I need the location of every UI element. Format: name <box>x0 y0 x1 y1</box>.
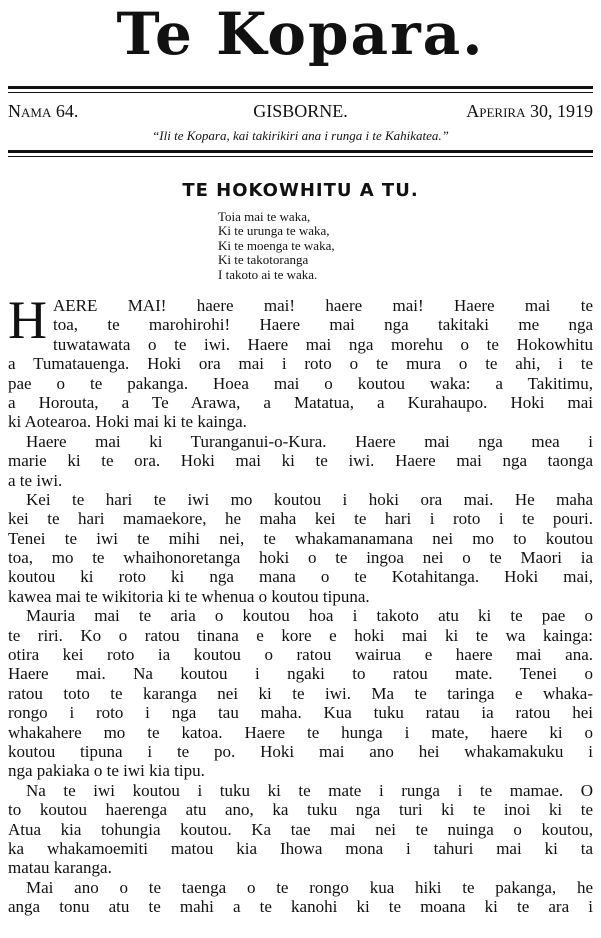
text-line: a te iwi. <box>8 470 63 490</box>
text-line: Kei te hari te iwi mo koutou i hoki ora mai. He maha <box>26 489 593 509</box>
text-line: anga tonu atu te mahi a te kanohi ki te moana ki te ara i <box>8 897 593 917</box>
text-line: koutou tipuna i te po. Hoki mai ano hei whakamakuku i <box>8 741 593 761</box>
text-line: Mai ano o te taenga o te rongo kua hiki te pakanga, he <box>26 877 593 897</box>
verse-line: Ki te moenga te waka, <box>218 237 335 253</box>
drop-cap: H <box>8 290 47 350</box>
dateline-date: Aperira 30, 1919 <box>466 101 593 121</box>
dateline-rule-thin <box>8 156 593 157</box>
verse-line: Ki te takotoranga <box>218 252 309 268</box>
text-line: Haere mai ki Turanganui-o-Kura. Haere mai nga mea i <box>26 431 593 451</box>
masthead-title: Te Kopara. <box>116 0 485 68</box>
text-line: to koutou haerenga atu ano, ka tuku nga turi ki te inoi ki te <box>8 800 593 820</box>
text-line: koutou ki roto ki nga mana o te Kotahitanga. Hoki mai, <box>8 567 593 587</box>
text-line: a Tumatauenga. Hoki ora mai i roto o te mura o te ahi, i te <box>8 354 593 374</box>
text-line: kei te hari mamaekore, he maha kei te hari i roto i te pouri. <box>8 509 593 529</box>
text-line: rongo i roto i nga tau maha. Kua tuku ratau ia ratou hei <box>8 703 593 723</box>
text-line: marie ki te ora. Hoki mai ki te iwi. Haere mai nga taonga <box>8 451 593 471</box>
text-line: whakahere mo te katoa. Haere te hunga i mate, haere ki o <box>8 722 593 742</box>
text-line: ratou toto te karanga nei ki te iwi. Ma te taringa e whaka- <box>8 683 593 703</box>
text-line: otira kei roto ia koutou o ratou wairua e haere mai ana. <box>8 645 593 665</box>
masthead-rule-thin <box>8 92 593 93</box>
text-line: Na te iwi koutou i tuku ki te mate i runga i te mamae. O <box>26 780 593 800</box>
text-line: Tenei te iwi te mihi nei, te whakamanamana nei mo to koutou <box>8 528 593 548</box>
text-line: ka whakamoemiti matou kia Ihowa mona i tahuri mai ki ta <box>8 838 593 858</box>
dateline-place: GISBORNE. <box>253 101 348 121</box>
text-line: matau karanga. <box>8 858 112 878</box>
verse <box>218 210 335 282</box>
motto: “Ili te Kopara, kai takirikiri ana i runga i te Kahikatea.” <box>152 128 449 143</box>
text-line: toa, te marohirohi! Haere mai nga takitaki me nga <box>53 315 593 335</box>
text-line: AERE MAI! haere mai! haere mai! Haere mai te <box>53 296 593 315</box>
text-line: pae o te pakanga. Hoea mai o koutou waka: a Takitimu, <box>8 373 593 393</box>
verse-line: Toia mai te waka, <box>218 209 311 224</box>
text-line: kawea mai te wikitoria ki te whenua o koutou tipuna. <box>8 586 370 606</box>
text-line: te riri. Ko o ratou tinana e kore e hoki mai ki te wa kainga: <box>8 625 593 645</box>
text-line: Mauria mai te aria o koutou hoa i takoto atu ki te pae o <box>26 606 593 626</box>
text-line: toa, mo te whaihonoretanga hoki o te ingoa nei o te Maori ia <box>8 548 593 568</box>
text-line: ki Aotearoa. Hoki mai ki te kainga. <box>8 412 247 432</box>
dateline-rule <box>8 150 593 153</box>
verse-line: I takoto ai te waka. <box>218 266 318 282</box>
verse-line: Ki te urunga te waka, <box>218 223 330 239</box>
text-line: a Horouta, a Te Arawa, a Matatua, a Kurahaupo. Hoki mai <box>8 392 593 412</box>
masthead-rule <box>8 86 593 89</box>
text-line: Atua kia tohungia koutou. Ka tae mai nei te nuinga o koutou, <box>8 819 593 839</box>
article-heading: TE HOKOWHITU A TU. <box>182 180 419 201</box>
dateline-number: Nama 64. <box>8 101 79 121</box>
text-line: Haere mai. Na koutou i ngaki to ratou mate. Tenei o <box>8 664 593 684</box>
text-line: tuwatawata o te iwi. Haere mai nga morehu o te Hokowhitu <box>53 334 593 354</box>
article-body <box>8 290 593 917</box>
text-line: nga pakiaka o te iwi kia tipu. <box>8 761 205 781</box>
